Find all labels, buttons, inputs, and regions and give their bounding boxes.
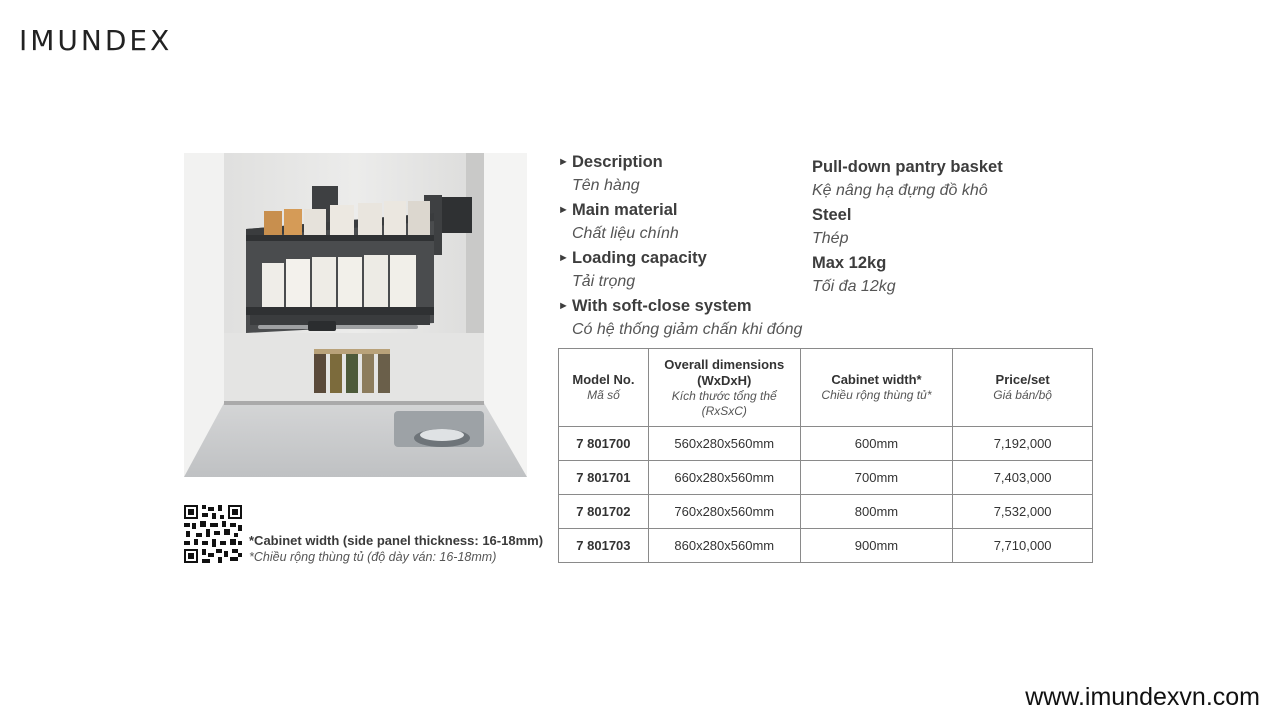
spec-label-en: Description — [572, 153, 663, 171]
note-vi: *Chiều rộng thùng tủ (độ dày ván: 16-18mm) — [249, 550, 497, 564]
spec-value — [812, 204, 851, 252]
table-row — [559, 461, 1093, 495]
cell-price: 7,532,000 — [953, 495, 1093, 529]
spec-value-vi: Kệ nâng hạ đựng đồ khô — [812, 182, 988, 199]
cell-cabinet-width: 700mm — [800, 461, 953, 495]
cell-dimensions: 560x280x560mm — [648, 427, 800, 461]
cell-price: 7,403,000 — [953, 461, 1093, 495]
spec-value-en: Pull-down pantry basket — [812, 158, 1003, 176]
spec-row-capacity — [558, 247, 1118, 295]
bullet-arrow-icon: ► — [558, 156, 569, 168]
spec-value-vi: Tối đa 12kg — [812, 278, 896, 295]
cell-model-no: 7 801703 — [559, 529, 649, 563]
spec-label-en: Loading capacity — [572, 249, 707, 267]
cell-dimensions: 660x280x560mm — [648, 461, 800, 495]
cabinet-width-note — [249, 533, 543, 565]
bullet-arrow-icon: ► — [558, 204, 569, 216]
cell-dimensions: 760x280x560mm — [648, 495, 800, 529]
bullet-arrow-icon: ► — [558, 300, 569, 312]
spec-label — [558, 151, 663, 199]
spec-label-vi: Chất liệu chính — [572, 225, 679, 242]
spec-label — [558, 295, 802, 343]
cell-price: 7,192,000 — [953, 427, 1093, 461]
model-table — [558, 348, 1093, 563]
spec-value-en: Steel — [812, 206, 852, 224]
table-row — [559, 529, 1093, 563]
header-price: Price/set Giá bán/bộ — [953, 349, 1093, 427]
spec-value-en: Max 12kg — [812, 254, 887, 272]
spec-label — [558, 247, 707, 295]
brand-logo — [19, 24, 172, 56]
spec-row-description — [558, 151, 1118, 199]
spec-row-material — [558, 199, 1118, 247]
website-link[interactable]: www.imundexvn.com — [1025, 683, 1260, 711]
specifications — [558, 151, 1118, 343]
spec-label-vi: Tên hàng — [572, 177, 640, 194]
cell-model-no: 7 801701 — [559, 461, 649, 495]
cell-model-no: 7 801700 — [559, 427, 649, 461]
logo-text: IMUNDEX — [19, 24, 173, 57]
spec-value-vi: Thép — [812, 230, 849, 247]
spec-label-en: Main material — [572, 201, 678, 219]
spec-label — [558, 199, 679, 247]
bullet-arrow-icon: ► — [558, 252, 569, 264]
table-header-row — [559, 349, 1093, 427]
pantry-basket-illustration — [184, 153, 527, 477]
qr-code-icon[interactable] — [184, 505, 242, 563]
spec-row-soft-close — [558, 295, 1118, 343]
product-image — [184, 153, 527, 477]
cell-cabinet-width: 900mm — [800, 529, 953, 563]
header-model-no: Model No. Mã số — [559, 349, 649, 427]
spec-label-vi: Có hệ thống giảm chấn khi đóng — [572, 321, 803, 338]
note-en: *Cabinet width (side panel thickness: 16-18mm) — [249, 533, 544, 548]
cell-dimensions: 860x280x560mm — [648, 529, 800, 563]
cell-model-no: 7 801702 — [559, 495, 649, 529]
header-dimensions: Overall dimensions (WxDxH) Kích thước tổng thể (RxSxC) — [648, 349, 800, 427]
cell-cabinet-width: 600mm — [800, 427, 953, 461]
cell-cabinet-width: 800mm — [800, 495, 953, 529]
table-row — [559, 427, 1093, 461]
header-cabinet-width: Cabinet width* Chiều rộng thùng tủ* — [800, 349, 953, 427]
spec-value — [812, 252, 896, 300]
table-row — [559, 495, 1093, 529]
cell-price: 7,710,000 — [953, 529, 1093, 563]
spec-value — [812, 156, 1003, 204]
spec-label-en: With soft-close system — [572, 297, 752, 315]
spec-label-vi: Tải trọng — [572, 273, 636, 290]
